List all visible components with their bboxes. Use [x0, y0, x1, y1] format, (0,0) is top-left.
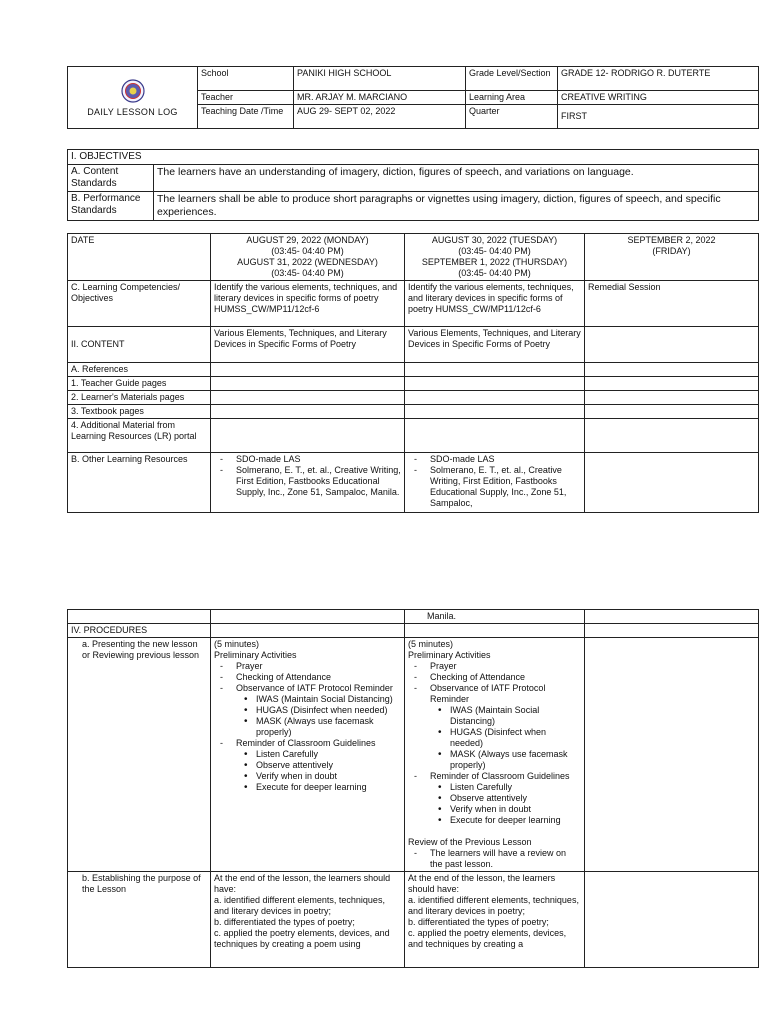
list-item	[214, 683, 401, 738]
additional-col3	[585, 419, 759, 453]
date-col3-line1: SEPTEMBER 2, 2022	[627, 235, 716, 245]
list-item: • Execute for deeper learning	[236, 782, 401, 793]
header-label-area: Learning Area	[466, 91, 558, 105]
header-label-school: School	[198, 67, 294, 91]
other-resources-col1	[211, 453, 405, 513]
date-label: DATE	[68, 234, 211, 281]
purpose-col2	[405, 872, 585, 968]
date-col2-line1: AUGUST 30, 2022 (TUESDAY)	[431, 235, 558, 245]
purpose-a: a. identified different elements, techniques, and literary devices in poetry;	[214, 895, 385, 916]
list-item: • IWAS (Maintain Social Distancing)	[236, 694, 401, 705]
header-value-grade: GRADE 12- RODRIGO R. DUTERTE	[558, 67, 759, 91]
page-title: DAILY LESSON LOG	[87, 106, 178, 117]
list-item: • Verify when in doubt	[430, 804, 581, 815]
learner-materials-col1	[211, 391, 405, 405]
textbook-col3	[585, 405, 759, 419]
header-value-date: AUG 29- SEPT 02, 2022	[294, 105, 466, 129]
list-item: • Listen Carefully	[430, 782, 581, 793]
additional-material-label: 4. Additional Material from Learning Resources (LR) portal	[68, 419, 211, 453]
teacher-guide-col1	[211, 377, 405, 391]
textbook-label: 3. Textbook pages	[68, 405, 211, 419]
list-item: - Checking of Attendance	[408, 672, 581, 683]
list-item: - Prayer	[214, 661, 401, 672]
list-item: • HUGAS (Disinfect when needed)	[430, 727, 581, 749]
header-value-quarter: FIRST	[558, 105, 759, 129]
spacer	[408, 826, 581, 837]
learner-materials-label: 2. Learner's Materials pages	[68, 391, 211, 405]
other-resources-list-col1	[214, 454, 401, 498]
list-item	[408, 771, 581, 826]
purpose-b: b. differentiated the types of poetry;	[214, 917, 355, 927]
continued-col0	[68, 610, 211, 624]
other-resources-label: B. Other Learning Resources	[68, 453, 211, 513]
references-col1	[211, 363, 405, 377]
presenting-col3	[585, 638, 759, 872]
date-col2-line3: SEPTEMBER 1, 2022 (THURSDAY)	[421, 257, 568, 267]
date-col1	[211, 234, 405, 281]
date-col2-line2: (03:45- 04:40 PM)	[458, 246, 531, 256]
preliminary-title: Preliminary Activities	[214, 650, 297, 660]
performance-standards-label: B. Performance Standards	[68, 192, 154, 221]
presenting-col2	[405, 638, 585, 872]
date-col3	[585, 234, 759, 281]
competency-label: C. Learning Competencies/ Objectives	[68, 281, 211, 327]
purpose-c: c. applied the poetry elements, devices, and techniques by creating a	[408, 928, 567, 949]
header-label-grade: Grade Level/Section	[466, 67, 558, 91]
procedures-table	[67, 609, 759, 968]
competency-col2: Identify the various elements, techniques, and literary devices in specific forms of poetry HUMSS_CW/MP11/12cf-6	[405, 281, 585, 327]
purpose-label: b. Establishing the purpose of the Lesson	[68, 872, 211, 968]
minutes-text: (5 minutes)	[408, 639, 454, 649]
learner-materials-col3	[585, 391, 759, 405]
iatf-title: Observance of IATF Protocol Reminder	[430, 683, 546, 704]
textbook-col1	[211, 405, 405, 419]
continued-col3	[585, 610, 759, 624]
deped-seal-icon	[121, 79, 145, 103]
purpose-intro: At the end of the lesson, the learners should have:	[214, 873, 391, 894]
content-col2: Various Elements, Techniques, and Literary Devices in Specific Forms of Poetry	[405, 327, 585, 363]
learner-materials-col2	[405, 391, 585, 405]
header-table	[67, 66, 759, 129]
date-col3-line2: (FRIDAY)	[652, 246, 691, 256]
date-col1-line2: (03:45- 04:40 PM)	[271, 246, 344, 256]
header-title-cell	[68, 67, 198, 129]
performance-standards-text: The learners shall be able to produce short paragraphs or vignettes using imagery, diction, figures of speech, and specific experiences.	[154, 192, 759, 221]
iatf-list	[430, 705, 581, 771]
additional-col2	[405, 419, 585, 453]
iatf-list	[236, 694, 401, 738]
date-col1-line3: AUGUST 31, 2022 (WEDNESDAY)	[237, 257, 378, 267]
list-item: • IWAS (Maintain Social Distancing)	[430, 705, 581, 727]
list-item	[408, 683, 581, 771]
purpose-a: a. identified different elements, techniques, and literary devices in poetry;	[408, 895, 579, 916]
list-item: • Observe attentively	[430, 793, 581, 804]
review-title: Review of the Previous Lesson	[408, 837, 532, 847]
list-item: - The learners will have a review on the past lesson.	[408, 848, 581, 870]
objectives-heading: I. OBJECTIVES	[68, 150, 759, 165]
date-col2-line4: (03:45- 04:40 PM)	[458, 268, 531, 278]
list-item: - Solmerano, E. T., et. al., Creative Writing, First Edition, Fastbooks Educational Supply, Inc., Zone 51, Sampaloc,	[408, 465, 581, 509]
list-item: • MASK (Always use facemask properly)	[236, 716, 401, 738]
teacher-guide-col2	[405, 377, 585, 391]
procedures-heading: IV. PROCEDURES	[68, 624, 211, 638]
header-label-date: Teaching Date /Time	[198, 105, 294, 129]
content-col3	[585, 327, 759, 363]
list-item: - SDO-made LAS	[214, 454, 401, 465]
date-col1-line4: (03:45- 04:40 PM)	[271, 268, 344, 278]
guidelines-list	[430, 782, 581, 826]
continued-col1	[211, 610, 405, 624]
teacher-guide-label: 1. Teacher Guide pages	[68, 377, 211, 391]
other-resources-col3	[585, 453, 759, 513]
list-item: • MASK (Always use facemask properly)	[430, 749, 581, 771]
list-item: - Solmerano, E. T., et. al., Creative Writing, First Edition, Fastbooks Educational Supply, Inc., Zone 51, Sampaloc, Manila.	[214, 465, 401, 498]
minutes-text: (5 minutes)	[214, 639, 260, 649]
remedial-session: Remedial Session	[585, 281, 759, 327]
references-label: A. References	[68, 363, 211, 377]
header-value-area: CREATIVE WRITING	[558, 91, 759, 105]
header-value-school: PANIKI HIGH SCHOOL	[294, 67, 466, 91]
content-col1: Various Elements, Techniques, and Literary Devices in Specific Forms of Poetry	[211, 327, 405, 363]
list-item: • Observe attentively	[236, 760, 401, 771]
list-item: - Prayer	[408, 661, 581, 672]
list-item: - Checking of Attendance	[214, 672, 401, 683]
list-item	[214, 738, 401, 793]
activity-list	[408, 661, 581, 826]
procedures-head-col1	[211, 624, 405, 638]
activity-list	[214, 661, 401, 793]
preliminary-title: Preliminary Activities	[408, 650, 491, 660]
content-standards-text: The learners have an understanding of imagery, diction, figures of speech, and variations on language.	[154, 165, 759, 192]
additional-col1	[211, 419, 405, 453]
header-value-teacher: MR. ARJAY M. MARCIANO	[294, 91, 466, 105]
presenting-col1	[211, 638, 405, 872]
procedures-head-col3	[585, 624, 759, 638]
list-item: • HUGAS (Disinfect when needed)	[236, 705, 401, 716]
purpose-b: b. differentiated the types of poetry;	[408, 917, 549, 927]
competency-col1: Identify the various elements, techniques, and literary devices in specific forms of poetry HUMSS_CW/MP11/12cf-6	[211, 281, 405, 327]
list-item: • Verify when in doubt	[236, 771, 401, 782]
date-col1-line1: AUGUST 29, 2022 (MONDAY)	[246, 235, 369, 245]
objectives-table	[67, 149, 759, 221]
references-col3	[585, 363, 759, 377]
list-item: - SDO-made LAS	[408, 454, 581, 465]
textbook-col2	[405, 405, 585, 419]
guidelines-list	[236, 749, 401, 793]
procedures-head-col2	[405, 624, 585, 638]
teacher-guide-col3	[585, 377, 759, 391]
schedule-table	[67, 233, 759, 513]
continued-manila: Manila.	[405, 610, 585, 624]
other-resources-col2	[405, 453, 585, 513]
references-col2	[405, 363, 585, 377]
other-resources-list-col2	[408, 454, 581, 509]
purpose-col1	[211, 872, 405, 968]
list-item: • Listen Carefully	[236, 749, 401, 760]
purpose-intro: At the end of the lesson, the learners should have:	[408, 873, 556, 894]
content-standards-label: A. Content Standards	[68, 165, 154, 192]
purpose-c: c. applied the poetry elements, devices, and techniques by creating a poem using	[214, 928, 390, 949]
presenting-lesson-label: a. Presenting the new lesson or Reviewing previous lesson	[68, 638, 211, 872]
list-item: • Execute for deeper learning	[430, 815, 581, 826]
guidelines-title: Reminder of Classroom Guidelines	[236, 738, 376, 748]
content-label: II. CONTENT	[68, 327, 211, 363]
header-label-teacher: Teacher	[198, 91, 294, 105]
guidelines-title: Reminder of Classroom Guidelines	[430, 771, 570, 781]
iatf-title: Observance of IATF Protocol Reminder	[236, 683, 393, 693]
header-label-quarter: Quarter	[466, 105, 558, 129]
date-col2	[405, 234, 585, 281]
review-list	[408, 848, 581, 870]
purpose-col3	[585, 872, 759, 968]
